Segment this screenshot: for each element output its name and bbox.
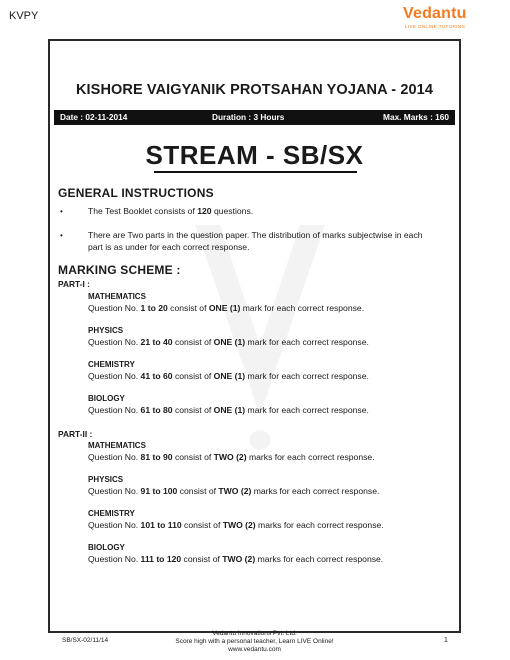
part2-subject-biology: BIOLOGY bbox=[88, 543, 125, 552]
bullet-icon: • bbox=[60, 207, 63, 216]
marking-scheme-heading: MARKING SCHEME : bbox=[58, 263, 181, 277]
footer-company: Vedantu Innovations Pvt. Ltd. bbox=[212, 630, 297, 637]
instruction-2: There are Two parts in the question paper. The distribution of marks subjectwise in each part is as under for each correct response. bbox=[88, 230, 423, 252]
part1-question-range-mathematics: Question No. 1 to 20 consist of ONE (1) mark for each correct response. bbox=[88, 303, 365, 313]
exam-info-bar bbox=[54, 110, 455, 125]
stream-heading: STREAM - SB/SX bbox=[145, 140, 364, 170]
part2-subject-physics: PHYSICS bbox=[88, 475, 124, 484]
footer-tagline: Score high with a personal teacher, Learn LIVE Online! bbox=[175, 638, 334, 645]
exam-date: Date : 02-11-2014 bbox=[60, 112, 128, 122]
kvpy-label: KVPY bbox=[9, 10, 39, 22]
instruction-1: The Test Booklet consists of 120 questions. bbox=[88, 206, 254, 216]
part-2-label: PART-II : bbox=[58, 429, 93, 439]
general-instructions-heading: GENERAL INSTRUCTIONS bbox=[58, 186, 214, 200]
part1-question-range-chemistry: Question No. 41 to 60 consist of ONE (1) mark for each correct response. bbox=[88, 371, 369, 381]
part1-subject-biology: BIOLOGY bbox=[88, 394, 125, 403]
exam-title: KISHORE VAIGYANIK PROTSAHAN YOJANA - 2014 bbox=[75, 82, 433, 98]
part-1-label: PART-I : bbox=[58, 279, 90, 289]
part2-subject-mathematics: MATHEMATICS bbox=[88, 441, 146, 450]
part2-subject-chemistry: CHEMISTRY bbox=[88, 509, 135, 518]
max-marks: Max. Marks : 160 bbox=[383, 112, 449, 122]
logo-tagline: LIVE ONLINE TUTORING bbox=[405, 24, 466, 29]
part1-question-range-biology: Question No. 61 to 80 consist of ONE (1) mark for each correct response. bbox=[88, 405, 369, 415]
part2-question-range-biology: Question No. 111 to 120 consist of TWO (2) marks for each correct response. bbox=[88, 554, 384, 564]
part1-subject-mathematics: MATHEMATICS bbox=[88, 292, 146, 301]
bullet-icon: • bbox=[60, 231, 63, 240]
part1-subject-physics: PHYSICS bbox=[88, 326, 124, 335]
stream-underline bbox=[154, 171, 357, 173]
exam-duration: Duration : 3 Hours bbox=[212, 112, 285, 122]
part1-subject-chemistry: CHEMISTRY bbox=[88, 360, 135, 369]
vedantu-logo bbox=[403, 5, 493, 33]
part2-question-range-chemistry: Question No. 101 to 110 consist of TWO (2) marks for each correct response. bbox=[88, 520, 384, 530]
page-number: 1 bbox=[444, 637, 448, 644]
footer-text bbox=[48, 630, 461, 654]
logo-text: Vedantu bbox=[403, 5, 467, 22]
part2-question-range-mathematics: Question No. 81 to 90 consist of TWO (2) marks for each correct response. bbox=[88, 452, 375, 462]
part1-question-range-physics: Question No. 21 to 40 consist of ONE (1) mark for each correct response. bbox=[88, 337, 369, 347]
part2-question-range-physics: Question No. 91 to 100 consist of TWO (2) marks for each correct response. bbox=[88, 486, 380, 496]
footer-code: SB/SX-02/11/14 bbox=[62, 637, 109, 644]
footer-website-link[interactable]: www.vedantu.com bbox=[228, 646, 281, 653]
